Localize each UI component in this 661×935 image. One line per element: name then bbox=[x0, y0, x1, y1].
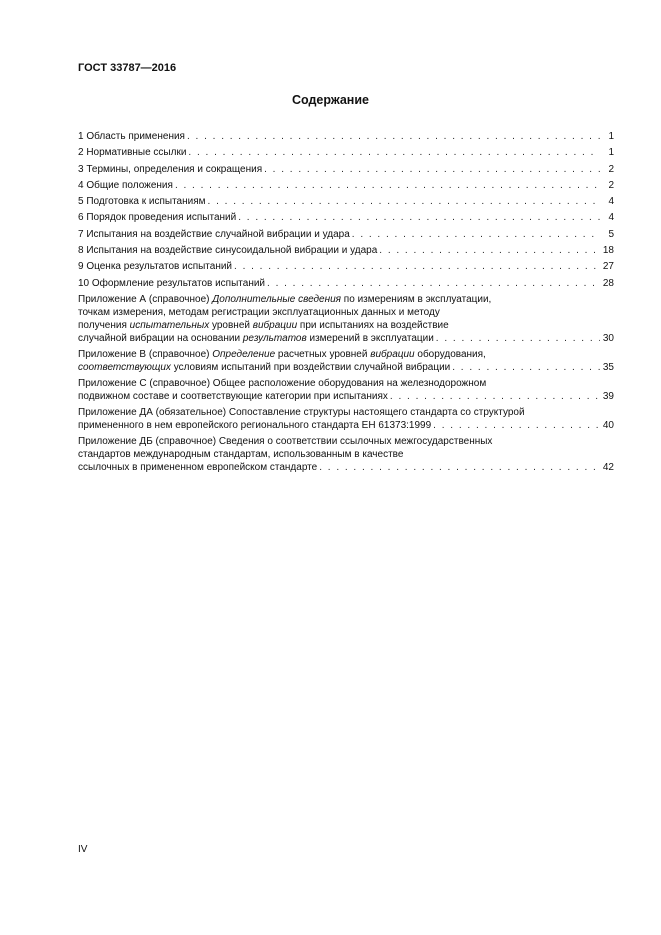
toc-entry-label: 7 Испытания на воздействие случайной вибрации и удара bbox=[78, 228, 350, 240]
annex-db-page: 42 bbox=[602, 461, 614, 473]
toc-entry-label: 8 Испытания на воздействие синусоидальной вибрации и удара bbox=[78, 245, 378, 257]
annex-c-line-2: подвижном составе и соответствующие категории при испытаниях . . . 39 bbox=[78, 390, 614, 403]
leader-dots bbox=[232, 260, 600, 273]
toc-entry[interactable] bbox=[78, 228, 614, 244]
annex-a-line-3: получения испытательных уровней вибрации при испытаниях на воздействие bbox=[78, 319, 449, 331]
toc-sections bbox=[78, 130, 614, 293]
toc-entry-label: 10 Оформление результатов испытаний bbox=[78, 277, 266, 289]
annex-da-line-2: примененного в нем европейского регионального стандарта ЕН 61373:1999 . . . 40 bbox=[78, 419, 614, 432]
toc-entry[interactable] bbox=[78, 195, 614, 211]
annex-db-line-1: Приложение ДБ (справочное) Сведения о соответствии ссылочных межгосударственных bbox=[78, 435, 493, 447]
toc-entry-page: 1 bbox=[608, 147, 614, 159]
toc-annex-da[interactable] bbox=[78, 406, 614, 432]
annex-c-page: 39 bbox=[602, 390, 614, 402]
annex-b-page: 35 bbox=[602, 361, 614, 373]
table-of-contents bbox=[78, 130, 614, 477]
toc-entry[interactable] bbox=[78, 211, 614, 227]
toc-annex-c[interactable] bbox=[78, 377, 614, 403]
toc-entry-label: 2 Нормативные ссылки bbox=[78, 147, 187, 159]
toc-entry[interactable] bbox=[78, 130, 614, 146]
annex-a-line-2: точкам измерения, методам регистрации эксплуатационных данных и методу bbox=[78, 306, 440, 318]
toc-annex-b[interactable] bbox=[78, 348, 614, 374]
page-number: IV bbox=[78, 844, 88, 855]
annex-da-line-1: Приложение ДА (обязательное) Сопоставление структуры настоящего стандарта со структурой bbox=[78, 406, 525, 418]
leader-dots bbox=[450, 361, 600, 374]
toc-entry-page: 1 bbox=[608, 131, 614, 142]
toc-entry-page: 2 bbox=[608, 179, 614, 191]
leader-dots bbox=[262, 163, 600, 176]
toc-entry[interactable] bbox=[78, 244, 614, 260]
annex-a-line-4: случайной вибрации на основании результатов измерений в эксплуатации . . . 30 bbox=[78, 332, 614, 345]
toc-entry-label: 5 Подготовка к испытаниям bbox=[78, 196, 206, 208]
toc-entry-page: 28 bbox=[602, 277, 614, 289]
annex-da-page: 40 bbox=[602, 419, 614, 431]
toc-annex-db[interactable] bbox=[78, 435, 614, 474]
leader-dots bbox=[206, 195, 600, 208]
annex-b-line-1: Приложение В (справочное) Определение расчетных уровней вибрации оборудования, bbox=[78, 348, 486, 360]
document-code: ГОСТ 33787—2016 bbox=[78, 62, 177, 74]
toc-entry-page: 18 bbox=[602, 245, 614, 257]
toc-entry-page: 5 bbox=[608, 228, 614, 240]
annex-b-line-2: соответствующих условиям испытаний при воздействии случайной вибрации . . . 35 bbox=[78, 361, 614, 374]
leader-dots bbox=[377, 244, 600, 257]
annex-a-line-1: Приложение А (справочное) Дополнительные сведения по измерениям в эксплуатации, bbox=[78, 293, 492, 305]
toc-entry[interactable] bbox=[78, 277, 614, 293]
toc-entry[interactable] bbox=[78, 163, 614, 179]
page-title: Содержание bbox=[291, 93, 369, 107]
toc-entry-page: 4 bbox=[608, 196, 614, 208]
annex-db-line-2: стандартов международным стандартам, использованным в качестве bbox=[78, 448, 404, 460]
leader-dots bbox=[185, 130, 600, 143]
toc-entry-label: 1 Область применения bbox=[78, 131, 185, 142]
leader-dots bbox=[265, 277, 600, 290]
annex-db-line-3: ссылочных в примененном европейском стандарте . . . 42 bbox=[78, 461, 614, 474]
leader-dots bbox=[388, 390, 600, 403]
leader-dots bbox=[317, 461, 600, 474]
leader-dots bbox=[186, 146, 600, 159]
toc-entry[interactable] bbox=[78, 179, 614, 195]
toc-entry-label: 9 Оценка результатов испытаний bbox=[78, 261, 233, 273]
leader-dots bbox=[350, 228, 600, 241]
toc-entry-label: 3 Термины, определения и сокращения bbox=[78, 163, 263, 175]
leader-dots bbox=[434, 332, 600, 345]
toc-entry[interactable] bbox=[78, 260, 614, 276]
toc-entry-page: 4 bbox=[608, 212, 614, 224]
leader-dots bbox=[431, 419, 600, 432]
toc-entry[interactable] bbox=[78, 146, 614, 162]
annex-c-line-1: Приложение С (справочное) Общее расположение оборудования на железнодорожном bbox=[78, 377, 487, 389]
toc-entry-page: 2 bbox=[608, 163, 614, 175]
toc-annex-a[interactable] bbox=[78, 293, 614, 345]
toc-entry-page: 27 bbox=[602, 261, 614, 273]
toc-entry-label: 4 Общие положения bbox=[78, 179, 173, 191]
toc-entry-label: 6 Порядок проведения испытаний bbox=[78, 212, 237, 224]
leader-dots bbox=[173, 179, 600, 192]
annex-a-page: 30 bbox=[602, 332, 614, 344]
leader-dots bbox=[236, 211, 600, 224]
